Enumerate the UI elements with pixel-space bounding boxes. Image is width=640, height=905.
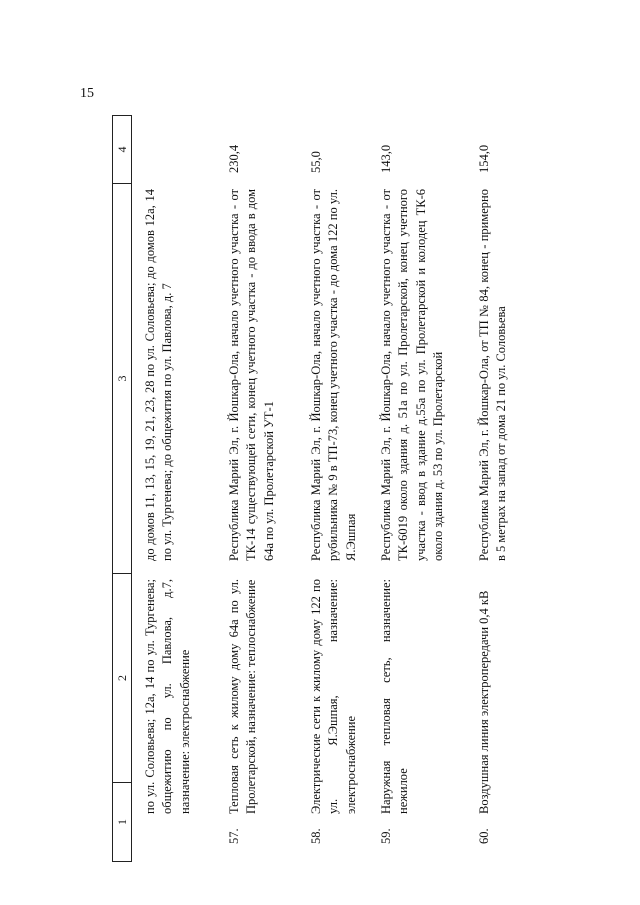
object-length: 55,0 — [309, 151, 323, 173]
header-col-2: 2 — [113, 573, 131, 782]
table-row — [378, 115, 476, 862]
object-length: 143,0 — [379, 144, 393, 173]
row-number: 59. — [379, 828, 393, 844]
header-col-1: 1 — [113, 782, 131, 862]
object-name: Воздушная линия электропередачи 0,4 кВ — [477, 590, 491, 814]
header-col-4: 4 — [113, 115, 131, 183]
object-location: Республика Марий Эл, г. Йошкар-Ола, начало учетного участка - от ТК-6019 около здания д. 51а по ул. Пролетарской, конец учетного участка - ввод в здание д.55а по ул. Пролетарской и колодец ТК-6 около здания д. 53 по ул. Пролетарской — [379, 189, 445, 561]
table-header — [112, 115, 132, 862]
object-location: Республика Марий Эл, г. Йошкар-Ола, от ТП № 84, конец - примерно в 5 метрах на запад от дома 21 по ул. Соловьева — [477, 189, 509, 561]
row-number: 57. — [227, 828, 241, 844]
object-name: Тепловая сеть к жилому дому 64а по ул. Пролетарской, назначение: теплоснабжение — [227, 579, 259, 814]
header-col-3: 3 — [113, 183, 131, 573]
table-row — [226, 115, 308, 862]
table-row — [142, 115, 226, 862]
object-location: Республика Марий Эл, г. Йошкар-Ола, начало учетного участка - от ТК-14 существующей сети, конец учетного участка - до ввода в дом 64а по ул. Пролетарской УТ-1 — [227, 189, 276, 561]
table-row — [308, 115, 378, 862]
row-number: 58. — [309, 828, 323, 844]
rotated-table — [112, 115, 542, 862]
table-row — [476, 115, 532, 862]
object-length: 230,4 — [227, 144, 241, 173]
object-name: Электрические сети к жилому дому 122 по ул. Я.Эшпая, назначение: электроснабжение — [309, 579, 358, 814]
object-length: 154,0 — [477, 144, 491, 173]
object-location: до домов 11, 13, 15, 19, 21, 23, 28 по ул. Соловьева; до домов 12а, 14 по ул. Тургенева; до общежития по ул. Павлова, д. 7 — [143, 189, 175, 561]
row-number: 60. — [477, 828, 491, 844]
object-name: Наружная тепловая сеть, назначение: нежилое — [379, 579, 411, 814]
object-name: по ул. Соловьева; 12а, 14 по ул. Тургенева; общежитию по ул. Павлова, д.7, назначение: электроснабжение — [143, 579, 192, 814]
page-number: 15 — [80, 86, 94, 101]
object-location: Республика Марий Эл, г. Йошкар-Ола, начало учетного участка - от рубильника № 9 в ТП-73, конец учетного участка - до дома 122 по ул. Я.Эшпая — [309, 189, 358, 561]
